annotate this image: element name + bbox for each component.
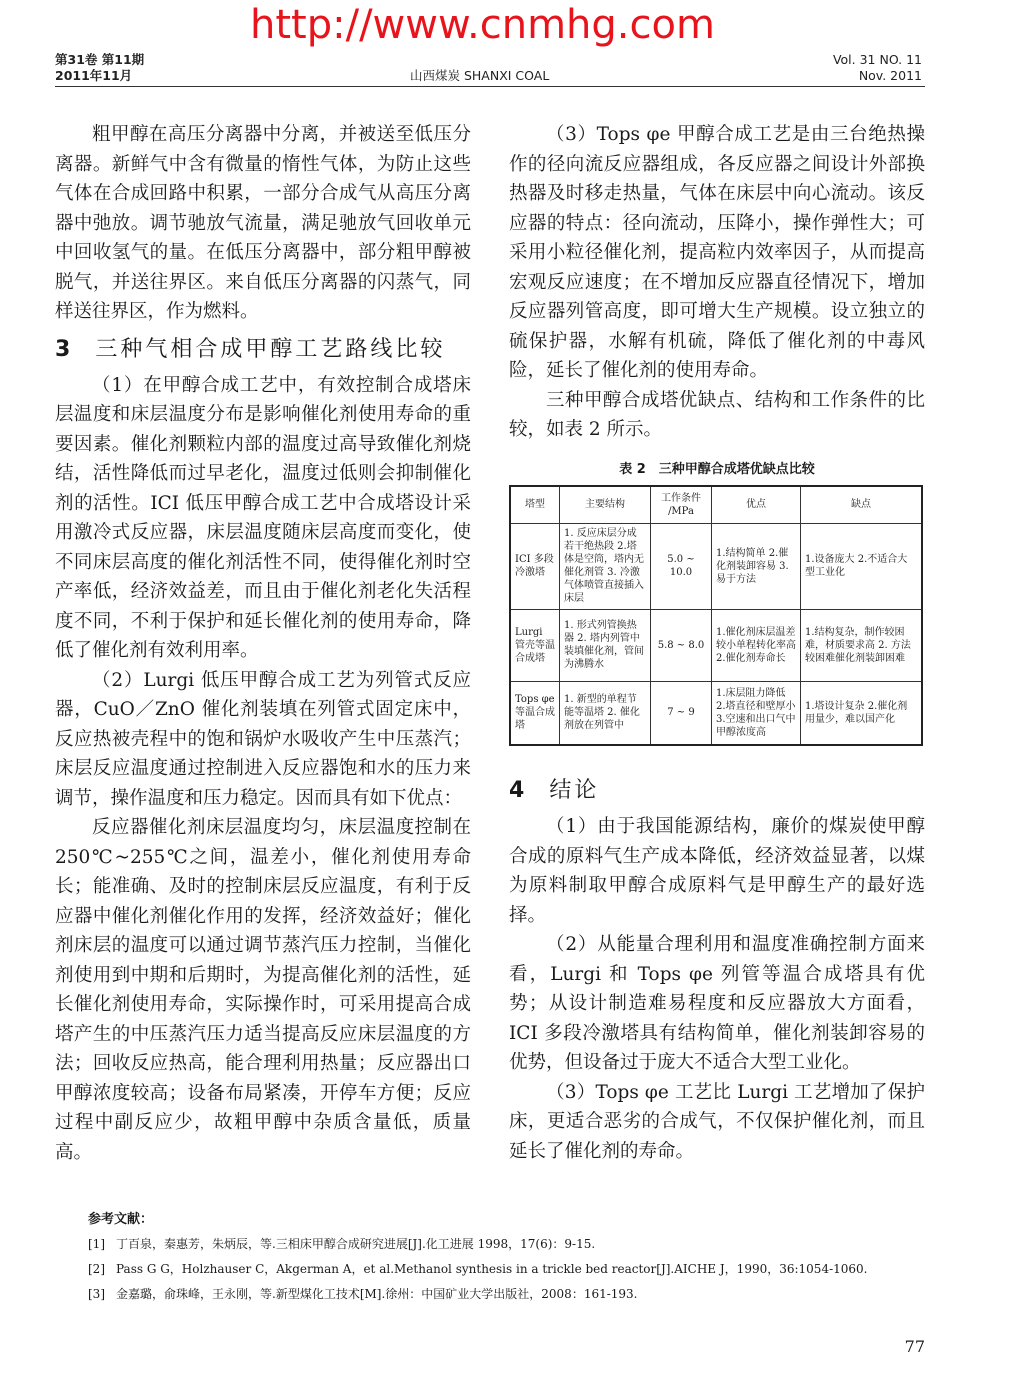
table-caption: 表 2 三种甲醇合成塔优缺点比较 <box>619 461 815 477</box>
table-cell: 1. 反应床层分成若干绝热段 2.塔体是空筒，塔内无催化剂管 3. 冷激气体喷管直接插入床层 <box>560 523 651 609</box>
header-left <box>55 52 144 84</box>
paragraph: 三种甲醇合成塔优缺点、结构和工作条件的比较，如表 2 所示。 <box>509 389 925 440</box>
references <box>88 1207 888 1307</box>
paragraph: （1）由于我国能源结构，廉价的煤炭使甲醇合成的原料气生产成本降低，经济效益显著，以煤为原料制取甲醇合成原料气是甲醇生产的最好选择。 <box>509 816 925 926</box>
reference-item <box>88 1282 888 1307</box>
paragraph: （2）Lurgi 低压甲醇合成工艺为列管式反应器，CuO／ZnO 催化剂装填在列管式固定床中，反应热被壳程中的饱和锅炉水吸收产生中压蒸汽；床层反应温度通过控制进入反应器饱和水的压力来调节，操作温度和压力稳定。因而具有如下优点： <box>55 669 471 809</box>
left-column <box>55 120 471 1167</box>
table-cell: 1.塔设计复杂 2.催化剂用量少，难以国产化 <box>801 681 923 745</box>
table-cell: Lurgi 管壳等温合成塔 <box>510 609 560 681</box>
column-header: 主要结构 <box>560 486 651 524</box>
volume-en: Vol. 31 NO. 11 <box>832 52 922 67</box>
table-cell: 1. 新型的单程节能等温塔 2. 催化剂放在列管中 <box>560 681 651 745</box>
paragraph: （2）从能量合理利用和温度准确控制方面来看，Lurgi 和 Tops φe 列管等温合成塔具有优势；从设计制造难易程度和反应器放大方面看，ICI 多段冷激塔具有结构简单，催化剂装卸容易的优势，但设备过于庞大不适合大型工业化。 <box>509 934 925 1073</box>
table-cell: 1.结构复杂，制作较困难，材质要求高 2. 方法较困难催化剂装卸困难 <box>801 609 923 681</box>
volume-cn: 第31卷 第11期 <box>55 52 145 67</box>
paragraph: （3）Tops φe 工艺比 Lurgi 工艺增加了保护床，更适合恶劣的合成气，不仅保护催化剂，而且延长了催化剂的寿命。 <box>509 1081 925 1162</box>
paragraph: 反应器催化剂床层温度均匀，床层温度控制在250℃~255℃之间，温差小，催化剂使用寿命长；能准确、及时的控制床层反应温度，有利于反应器中催化剂催化作用的发挥，经济效益好；催化剂床层的温度可以通过调节蒸汽压力控制，当催化剂使用到中期和后期时，为提高催化剂的活性，延长催化剂使用寿命，实际操作时，可采用提高合成塔产生的中压蒸汽压力适当提高反应床层温度的方法；回收反应热高，能合理利用热量；反应器出口甲醇浓度较高；设备布局紧凑，开停车方便；反应过程中副反应少，故粗甲醇中杂质含量低，质量高。 <box>55 817 471 1163</box>
paragraph: （3）Tops φe 甲醇合成工艺是由三台绝热操作的径向流反应器组成，各反应器之间设计外部换热器及时移走热量，气体在床层中向心流动。该反应器的特点：径向流动，压降小，操作弹性大；可采用小粒径催化剂，提高粒内效率因子，从而提高宏观反应速度；在不增加反应器直径情况下，增加反应器列管高度，即可增大生产规模。设立独立的硫保护器，水解有机硫，降低了催化剂的中毒风险，延长了催化剂的使用寿命。 <box>509 124 925 381</box>
paragraph: 粗甲醇在高压分离器中分离，并被送至低压分离器。新鲜气中含有微量的惰性气体，为防止这些气体在合成回路中积累，一部分合成气从高压分离器中弛放。调节驰放气流量，满足驰放气回收单元中回收氢气的量。在低压分离器中，部分粗甲醇被脱气，并送往界区。来自低压分离器的闪蒸气，同样送往界区，作为燃料。 <box>55 124 471 322</box>
table-cell: 7 ~ 9 <box>651 681 712 745</box>
table-cell: 1.床层阻力降低 2.塔直径和壁厚小 3.空速和出口气中甲醇浓度高 <box>712 681 801 745</box>
section-number: 4 <box>509 778 528 803</box>
body-columns <box>55 120 925 1167</box>
reference-number: [2] <box>88 1262 105 1276</box>
table-cell: 1.设备庞大 2.不适合大型工业化 <box>801 523 923 609</box>
reference-text: Pass G G，Holzhauser C，Akgerman A，et al.Methanol synthesis in a trickle bed reactor[J].AICHE J，1990，36:1054-1060. <box>116 1262 868 1276</box>
section-title: 结论 <box>549 778 600 803</box>
table-row <box>510 681 922 745</box>
date-en: Nov. 2011 <box>858 68 922 83</box>
header-right <box>833 52 922 84</box>
table-header-row <box>510 486 922 524</box>
date-cn: 2011年11月 <box>55 68 133 83</box>
column-header: 塔型 <box>510 486 560 524</box>
header-rule <box>55 86 925 87</box>
table-cell: ICI 多段冷激塔 <box>510 523 560 609</box>
section-3-heading <box>55 333 471 367</box>
table-cell: 1.催化剂床层温差较小单程转化率高 2.催化剂寿命长 <box>712 609 801 681</box>
column-header: 缺点 <box>801 486 923 524</box>
section-number: 3 <box>55 336 74 362</box>
table-cell: 5.0 ~ 10.0 <box>651 523 712 609</box>
reference-number: [1] <box>88 1237 105 1251</box>
table-cell: 1. 形式列管换热器 2. 塔内列管中装填催化剂，管间为沸腾水 <box>560 609 651 681</box>
reference-text: 丁百泉，秦惠芳，朱炳辰，等.三相床甲醇合成研究进展[J].化工进展 1998，17(6)：9-15. <box>116 1237 596 1251</box>
table-cell: 1.结构简单 2.催化剂装卸容易 3.易于方法 <box>712 523 801 609</box>
page-number: 77 <box>904 1337 925 1356</box>
column-header: 工作条件 /MPa <box>651 486 712 524</box>
right-column <box>509 120 925 1167</box>
reference-item <box>88 1232 888 1257</box>
table-row <box>510 609 922 681</box>
table-row <box>510 523 922 609</box>
paragraph: （1）在甲醇合成工艺中，有效控制合成塔床层温度和床层温度分布是影响催化剂使用寿命的重要因素。催化剂颗粒内部的温度过高导致催化剂烧结，活性降低而过早老化，温度过低则会抑制催化剂的活性。ICI 低压甲醇合成工艺中合成塔设计采用激冷式反应器，床层温度随床层高度而变化，使不同床层高度的催化剂活性不同，使得催化剂时空产率低，经济效益差，而且由于催化剂老化失活程度不同，不利于保护和延长催化剂的使用寿命，降低了催化剂有效利用率。 <box>55 374 471 661</box>
reference-number: [3] <box>88 1287 105 1301</box>
journal-name: 山西煤炭 SHANXI COAL <box>410 68 550 83</box>
reference-text: 金嘉璐，俞珠峰，王永刚，等.新型煤化工技术[M].徐州：中国矿业大学出版社，2008：161-193. <box>116 1287 638 1301</box>
reference-item <box>88 1257 888 1282</box>
section-4-heading <box>509 774 925 808</box>
section-title: 三种气相合成甲醇工艺路线比较 <box>95 336 446 362</box>
table-cell: 5.8 ~ 8.0 <box>651 609 712 681</box>
watermark: http://www.cnmhg.com <box>250 2 715 48</box>
table-cell: Tops φe 等温合成塔 <box>510 681 560 745</box>
comparison-table <box>509 485 923 747</box>
references-title: 参考文献： <box>88 1212 154 1227</box>
column-header: 优点 <box>712 486 801 524</box>
